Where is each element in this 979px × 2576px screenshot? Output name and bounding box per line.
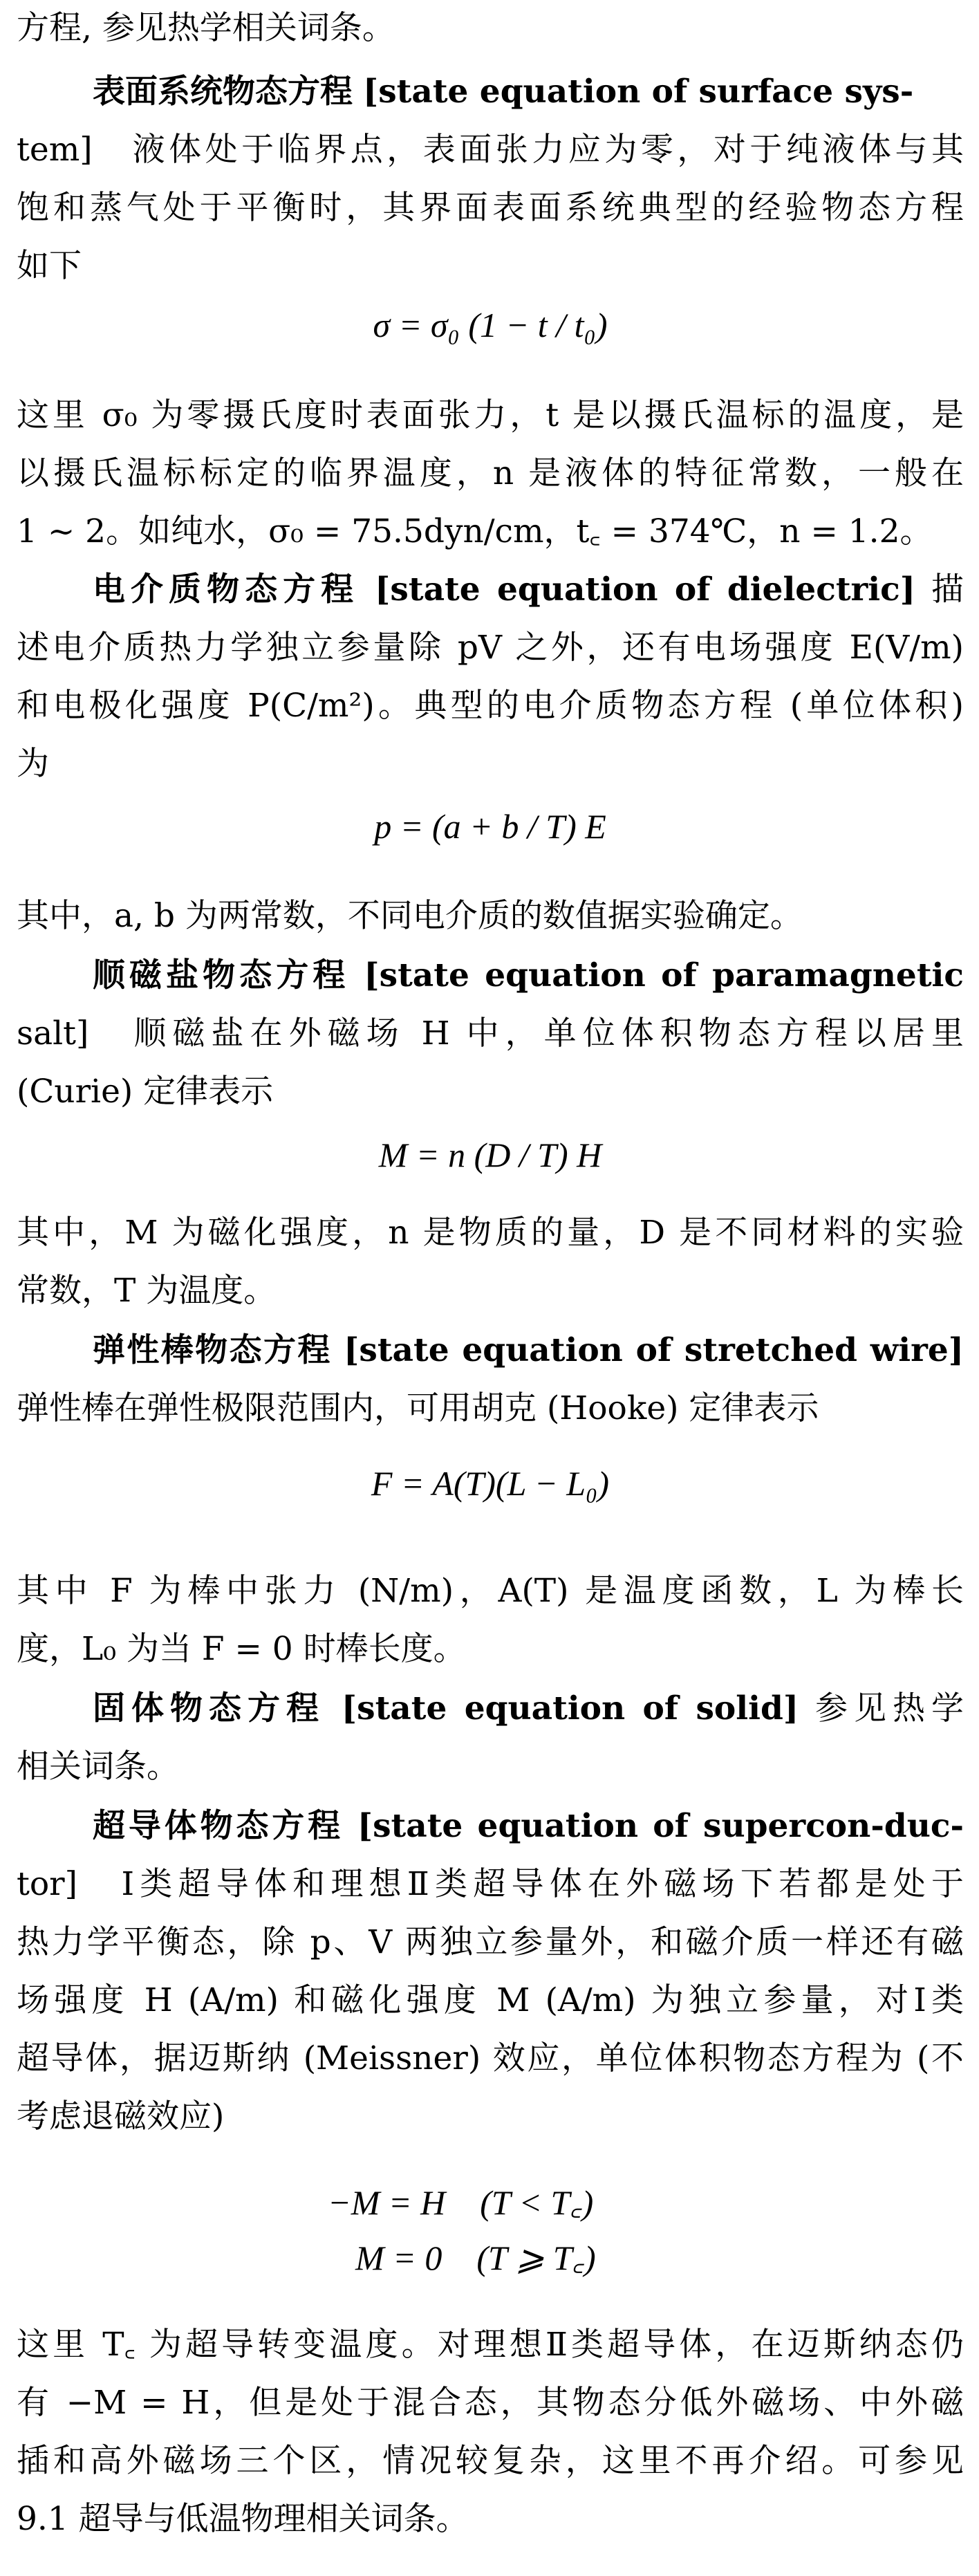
formula-meissner-2: M = 0 (T ⩾ T꜀) xyxy=(355,2239,596,2277)
text-line: 考虑退磁效应) xyxy=(17,2097,225,2135)
text-line: 这里 σ₀ 为零摄氏度时表面张力，t 是以摄氏温标的温度，是 xyxy=(17,396,964,434)
entry-term: 电介质物态方程 xyxy=(93,571,360,609)
formula-dielectric: p = (a + b / T) E xyxy=(374,807,606,846)
entry-tail: 描 xyxy=(931,571,964,609)
text-line: 和电极化强度 P(C/m²)。典型的电介质物态方程 (单位体积) xyxy=(17,687,964,725)
entry-term: 超导体物态方程 xyxy=(93,1807,344,1845)
text-line: 热力学平衡态，除 p、V 两独立参量外，和磁介质一样还有磁 xyxy=(17,1923,964,1961)
text-line: 以摄氏温标标定的临界温度，n 是液体的特征常数，一般在 xyxy=(17,454,964,492)
text-line: 如下 xyxy=(17,247,82,285)
formula-hooke: F = A(T)(L − L₀) xyxy=(371,1464,610,1503)
entry-heading xyxy=(17,64,964,120)
entry-english: [state equation of stretched wire] xyxy=(344,1331,964,1369)
text-line: 饱和蒸气处于平衡时，其界面表面系统典型的经验物态方程 xyxy=(17,189,964,227)
text-line: tor] Ⅰ类超导体和理想Ⅱ类超导体在外磁场下若都是处于 xyxy=(17,1865,964,1903)
text-line: 9.1 超导与低温物理相关词条。 xyxy=(17,2500,469,2538)
text-line: 述电介质热力学独立参量除 pV 之外，还有电场强度 E(V/m) xyxy=(17,629,964,667)
formula-surface-tension: σ = σ₀ (1 − t / t₀) xyxy=(373,306,608,344)
text-line: 这里 T꜀ 为超导转变温度。对理想Ⅱ类超导体，在迈斯纳态仍 xyxy=(17,2326,964,2364)
text-line: 为 xyxy=(17,745,49,783)
text-line: salt] 顺磁盐在外磁场 H 中，单位体积物态方程以居里 xyxy=(17,1014,964,1053)
text-line: 方程, 参见热学相关词条。 xyxy=(17,9,395,47)
entry-heading xyxy=(17,947,964,1004)
text-line: 其中，M 为磁化强度，n 是物质的量，D 是不同材料的实验 xyxy=(17,1214,964,1252)
entry-term: 固体物态方程 xyxy=(93,1689,325,1727)
entry-tail: 参见热学 xyxy=(815,1689,964,1727)
entry-heading xyxy=(17,562,964,618)
entry-english: [state equation of solid] xyxy=(341,1689,799,1727)
entry-english: [state equation of dielectric] xyxy=(375,571,916,609)
entry-english: [state equation of supercon-duc- xyxy=(357,1807,964,1845)
entry-term: 表面系统物态方程 xyxy=(93,73,353,111)
text-line: 有 −M = H，但是处于混合态，其物态分低外磁场、中外磁 xyxy=(17,2384,964,2422)
formula-meissner-1: −M = H (T < T꜀) xyxy=(328,2183,594,2222)
entry-heading xyxy=(17,1798,964,1855)
entry-heading xyxy=(17,1322,964,1379)
entry-term: 弹性棒物态方程 xyxy=(93,1331,332,1369)
text-line: 场强度 H (A/m) 和磁化强度 M (A/m) 为独立参量，对Ⅰ类 xyxy=(17,1981,964,2019)
text-line: 其中 F 为棒中张力 (N/m)，A(T) 是温度函数，L 为棒长 xyxy=(17,1572,964,1610)
text-line: 其中，a, b 为两常数，不同电介质的数值据实验确定。 xyxy=(17,897,803,935)
text-line: (Curie) 定律表示 xyxy=(17,1073,274,1111)
entry-english: [state equation of surface sys- xyxy=(362,73,914,111)
formula-curie: M = n (D / T) H xyxy=(378,1136,602,1174)
entry-heading xyxy=(17,1680,964,1737)
text-line: 插和高外磁场三个区，情况较复杂，这里不再介绍。可参见 xyxy=(17,2442,964,2480)
text-line: 1 ~ 2。如纯水，σ₀ = 75.5dyn/cm，t꜀ = 374℃，n = 1.2。 xyxy=(17,512,933,550)
entry-term: 顺磁盐物态方程 xyxy=(93,956,350,994)
entry-english: [state equation of paramagnetic xyxy=(364,956,964,994)
text-line: tem] 液体处于临界点，表面张力应为零，对于纯液体与其 xyxy=(17,131,964,169)
text-line: 相关词条。 xyxy=(17,1748,179,1786)
text-line: 超导体，据迈斯纳 (Meissner) 效应，单位体积物态方程为 (不 xyxy=(17,2039,964,2077)
text-line: 弹性棒在弹性极限范围内，可用胡克 (Hooke) 定律表示 xyxy=(17,1389,819,1427)
text-line: 常数，T 为温度。 xyxy=(17,1272,277,1310)
text-line: 度，L₀ 为当 F = 0 时棒长度。 xyxy=(17,1630,466,1668)
